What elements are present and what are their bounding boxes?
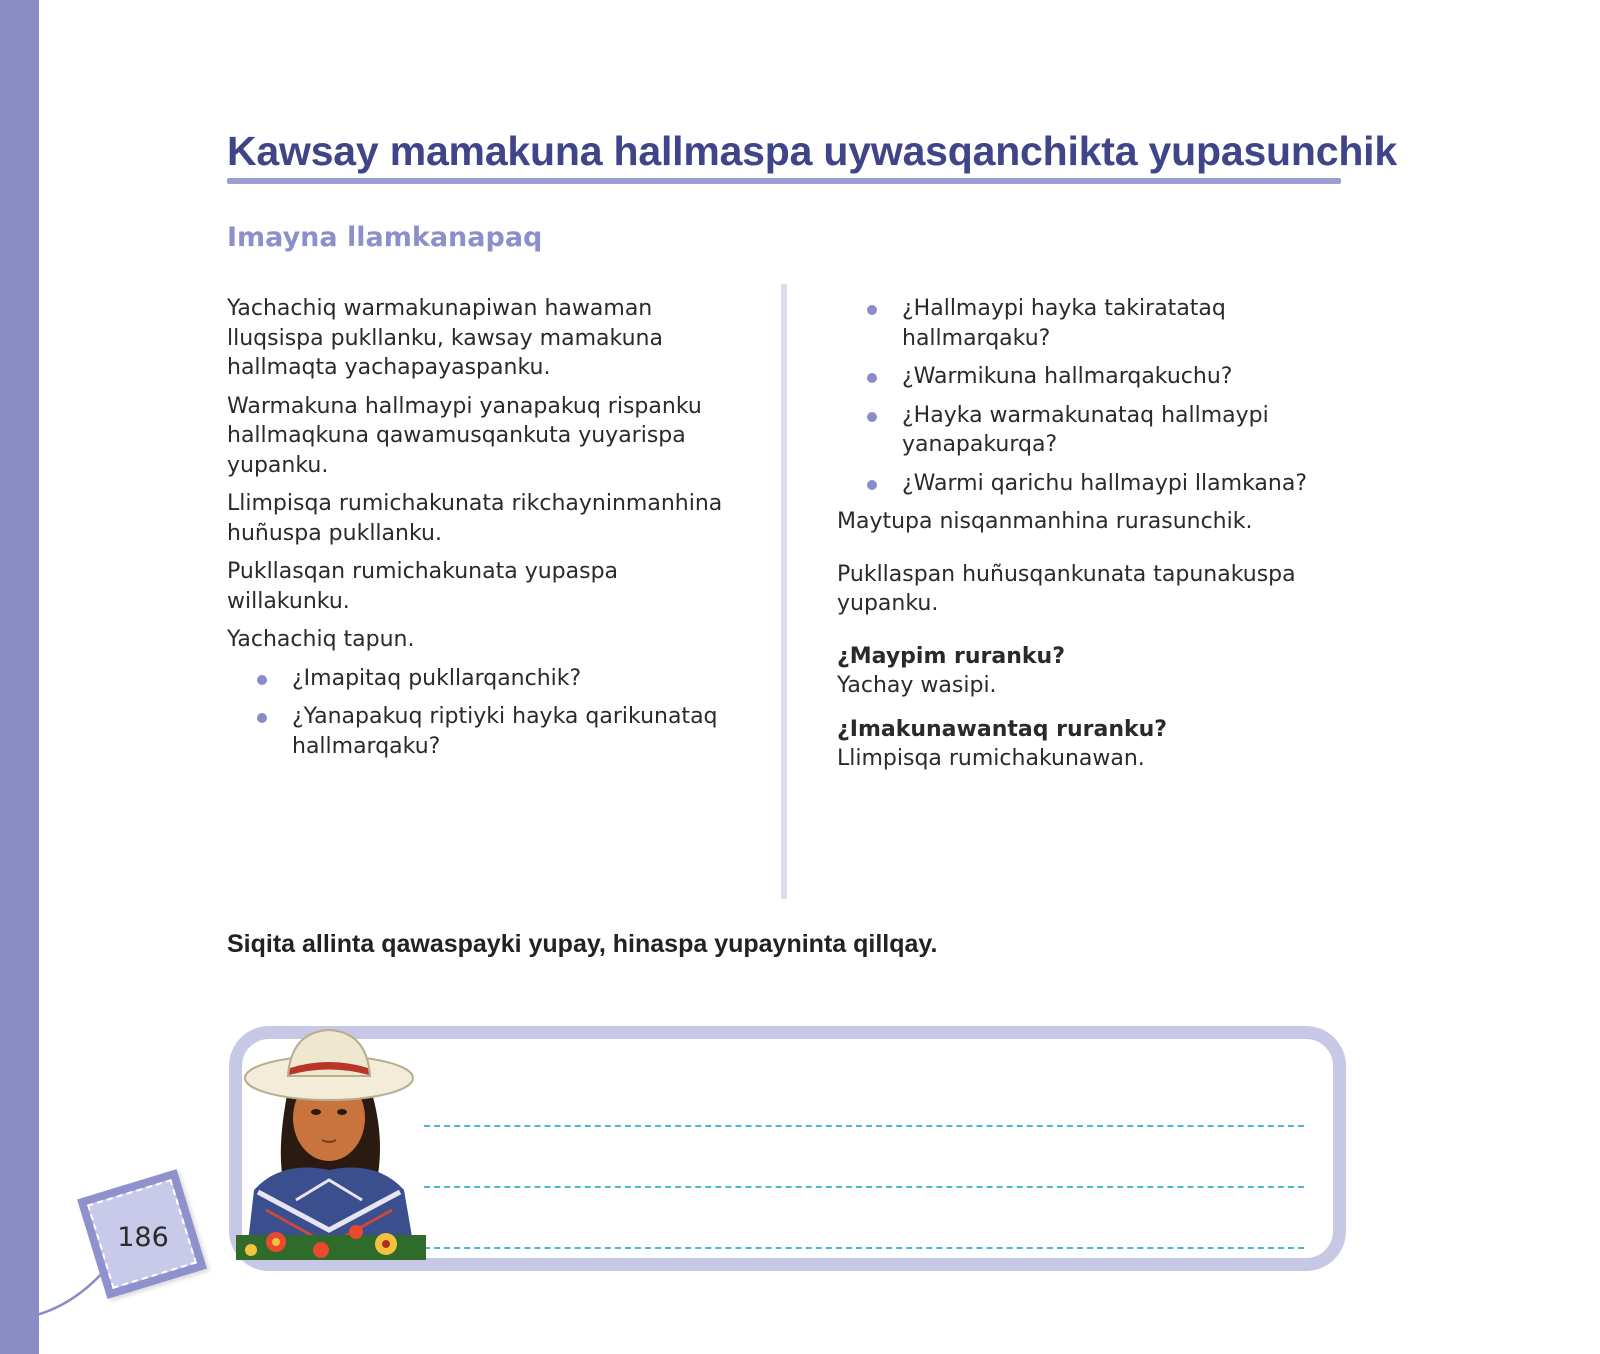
title-underline <box>227 178 1341 184</box>
question-text: ¿Warmi qarichu hallmaypi llamkana? <box>902 470 1308 496</box>
column-divider <box>781 284 787 899</box>
paragraph: Yachachiq tapun. <box>227 627 415 652</box>
answer-text: Yachay wasipi. <box>837 673 997 698</box>
list-item <box>837 362 1337 392</box>
list-item <box>837 469 1337 499</box>
paragraph: Pukllaspan huñusqankunata tapunakuspa yupanku. <box>837 561 1296 616</box>
paragraph: Llimpisqa rumichakunata rikchayninmanhina huñuspa pukllanku. <box>227 491 723 546</box>
bullet-icon <box>867 480 877 490</box>
side-band <box>0 0 39 1354</box>
bullet-icon <box>257 713 267 723</box>
bullet-icon <box>867 373 877 383</box>
question-text: ¿Imapitaq pukllarqanchik? <box>292 665 582 691</box>
list-item <box>227 702 732 761</box>
question-list <box>837 294 1337 498</box>
question-text: ¿Yanapakuq riptiyki hayka qarikunataq hallmarqaku? <box>292 704 718 759</box>
question-heading: ¿Maypim ruranku? <box>837 643 1065 669</box>
section-heading: Imayna llamkanapaq <box>227 222 543 253</box>
paragraph: Warmakuna hallmaypi yanapakuq rispanku hallmaqkuna qawamusqankuta yuyarispa yupanku. <box>227 393 702 478</box>
bullet-icon <box>257 675 267 685</box>
answer-line[interactable] <box>424 1186 1304 1188</box>
girl-in-hat-illustration <box>236 1020 426 1260</box>
left-column <box>227 294 732 770</box>
question-text: ¿Hayka warmakunataq hallmaypi yanapakurqa? <box>902 402 1269 457</box>
paragraph: Maytupa nisqanmanhina rurasunchik. <box>837 509 1253 534</box>
question-heading: ¿Imakunawantaq ruranku? <box>837 716 1168 742</box>
exercise-instruction: Siqita allinta qawaspayki yupay, hinaspa yupayninta qillqay. <box>227 930 938 958</box>
question-text: ¿Warmikuna hallmarqakuchu? <box>902 364 1233 389</box>
list-item <box>837 294 1337 353</box>
list-item <box>837 401 1337 460</box>
bullet-icon <box>867 305 877 315</box>
paragraph: Yachachiq warmakunapiwan hawaman lluqsispa pukllanku, kawsay mamakuna hallmaqta yachapayaspanku. <box>227 296 663 380</box>
answer-line[interactable] <box>424 1125 1304 1127</box>
page-title: Kawsay mamakuna hallmaspa uywasqanchikta yupasunchik <box>227 128 1397 174</box>
paragraph: Pukllasqan rumichakunata yupaspa willakunku. <box>227 559 619 614</box>
page-number: 186 <box>117 1222 169 1253</box>
answer-text: Llimpisqa rumichakunawan. <box>837 746 1145 771</box>
answer-line[interactable] <box>424 1247 1304 1249</box>
right-column <box>837 294 1337 783</box>
question-text: ¿Hallmaypi hayka takiratataq hallmarqaku? <box>902 296 1226 351</box>
bullet-icon <box>867 412 877 422</box>
question-list <box>227 664 732 762</box>
list-item <box>227 664 732 694</box>
